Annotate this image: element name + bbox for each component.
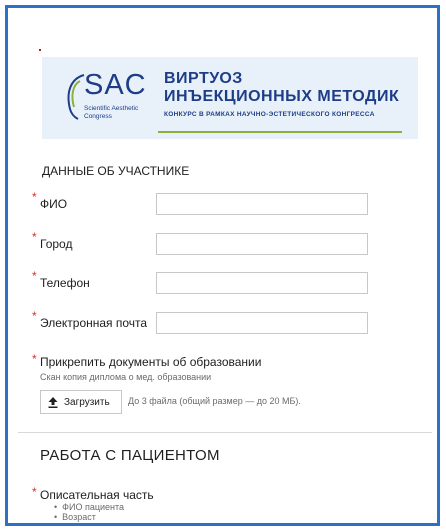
field-label-email: Электронная почта xyxy=(40,316,148,330)
section2-title: РАБОТА С ПАЦИЕНТОМ xyxy=(40,447,220,464)
banner-title-line1: ВИРТУОЗ xyxy=(164,70,243,87)
phone-input[interactable] xyxy=(156,272,368,294)
banner-underline xyxy=(158,131,402,133)
upload-note: До 3 файла (общий размер — до 20 МБ). xyxy=(128,396,301,406)
list-item: • ФИО пациента xyxy=(54,502,124,512)
city-input[interactable] xyxy=(156,233,368,255)
required-asterisk: * xyxy=(32,230,37,244)
field-label-name: ФИО xyxy=(40,197,68,211)
required-asterisk: * xyxy=(32,309,37,323)
upload-button[interactable] xyxy=(40,390,122,414)
section-title: ДАННЫЕ ОБ УЧАСТНИКЕ xyxy=(42,164,190,178)
logo-text: SAC xyxy=(84,69,147,101)
upload-icon xyxy=(48,397,58,408)
field-row-phone xyxy=(8,269,437,296)
description-label: Описательная часть xyxy=(40,488,154,502)
required-asterisk: * xyxy=(32,352,37,366)
required-asterisk: * xyxy=(32,190,37,204)
required-asterisk: * xyxy=(32,485,37,499)
banner-subtitle: КОНКУРС В РАМКАХ НАУЧНО-ЭСТЕТИЧЕСКОГО КОНГРЕССА xyxy=(164,111,375,118)
required-marker-dot xyxy=(39,49,41,51)
attach-hint: Скан копия диплома о мед. образовании xyxy=(40,372,212,382)
required-asterisk: * xyxy=(32,269,37,283)
attach-label: Прикрепить документы об образовании xyxy=(40,355,262,369)
field-label-phone: Телефон xyxy=(40,276,90,290)
field-label-city: Город xyxy=(40,237,73,251)
banner-title-line2: ИНЪЕКЦИОННЫХ МЕТОДИК xyxy=(164,88,400,105)
form-frame xyxy=(5,5,440,526)
field-row-email xyxy=(8,309,437,336)
field-row-city xyxy=(8,230,437,257)
header-banner xyxy=(42,57,418,139)
field-row-name xyxy=(8,190,437,217)
upload-button-label: Загрузить xyxy=(64,396,110,408)
logo-subtitle: Scientific Aesthetic Congress xyxy=(84,105,139,120)
name-input[interactable] xyxy=(156,193,368,215)
section-divider xyxy=(18,432,432,433)
description-bullets xyxy=(54,502,124,522)
email-input[interactable] xyxy=(156,312,368,334)
list-item: • Возраст xyxy=(54,512,124,522)
